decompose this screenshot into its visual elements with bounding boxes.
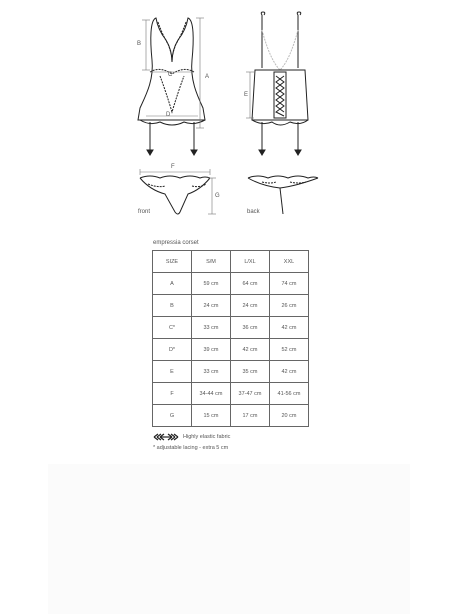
table-cell: 24 cm bbox=[192, 295, 231, 317]
table-cell: 34-44 cm bbox=[192, 383, 231, 405]
table-cell: 52 cm bbox=[270, 339, 309, 361]
label-e: E bbox=[244, 92, 249, 98]
table-cell: F bbox=[153, 383, 192, 405]
table-cell: 42 cm bbox=[231, 339, 270, 361]
table-header-cell: SIZE bbox=[153, 251, 192, 273]
caption-front: front bbox=[138, 209, 151, 215]
table-cell: C* bbox=[153, 317, 192, 339]
front-thong-drawing bbox=[140, 176, 210, 214]
table-header-cell: L/XL bbox=[231, 251, 270, 273]
front-body-drawing bbox=[138, 18, 205, 155]
lacing-note: * adjustable lacing - extra 5 cm bbox=[153, 445, 229, 451]
table-cell: 39 cm bbox=[192, 339, 231, 361]
table-cell: 74 cm bbox=[270, 273, 309, 295]
label-c: C bbox=[168, 72, 173, 78]
label-g: G bbox=[215, 193, 220, 199]
table-cell: 26 cm bbox=[270, 295, 309, 317]
table-cell: 59 cm bbox=[192, 273, 231, 295]
table-cell: 35 cm bbox=[231, 361, 270, 383]
table-cell: 33 cm bbox=[192, 317, 231, 339]
size-table bbox=[152, 250, 309, 427]
legend-text: Highly elastic fabric bbox=[183, 434, 231, 440]
table-cell: 36 cm bbox=[231, 317, 270, 339]
table-header-row bbox=[153, 251, 309, 273]
table-cell: E bbox=[153, 361, 192, 383]
label-a: A bbox=[205, 74, 210, 80]
table-header-cell: S/M bbox=[192, 251, 231, 273]
label-d: D bbox=[166, 112, 171, 118]
table-cell: 20 cm bbox=[270, 405, 309, 427]
table-cell: D* bbox=[153, 339, 192, 361]
label-b: B bbox=[137, 41, 142, 47]
table-cell: 42 cm bbox=[270, 361, 309, 383]
elastic-arrows-icon bbox=[153, 433, 179, 441]
back-body-drawing bbox=[252, 12, 308, 155]
table-cell: 33 cm bbox=[192, 361, 231, 383]
table-row bbox=[153, 295, 309, 317]
lower-background bbox=[48, 464, 410, 614]
garment-technical-drawing bbox=[0, 0, 458, 240]
table-cell: 64 cm bbox=[231, 273, 270, 295]
table-title: empressia corset bbox=[153, 240, 199, 246]
table-row bbox=[153, 405, 309, 427]
table-cell: 42 cm bbox=[270, 317, 309, 339]
table-cell: 15 cm bbox=[192, 405, 231, 427]
table-cell: 41-56 cm bbox=[270, 383, 309, 405]
table-header-cell: XXL bbox=[270, 251, 309, 273]
table-row bbox=[153, 361, 309, 383]
table-row bbox=[153, 317, 309, 339]
table-cell: 37-47 cm bbox=[231, 383, 270, 405]
table-cell: 24 cm bbox=[231, 295, 270, 317]
table-row bbox=[153, 273, 309, 295]
table-cell: A bbox=[153, 273, 192, 295]
legend bbox=[153, 433, 230, 441]
table-row bbox=[153, 339, 309, 361]
label-f: F bbox=[171, 164, 175, 170]
caption-back: back bbox=[247, 209, 260, 215]
table-cell: B bbox=[153, 295, 192, 317]
table-row bbox=[153, 383, 309, 405]
table-cell: 17 cm bbox=[231, 405, 270, 427]
table-cell: G bbox=[153, 405, 192, 427]
